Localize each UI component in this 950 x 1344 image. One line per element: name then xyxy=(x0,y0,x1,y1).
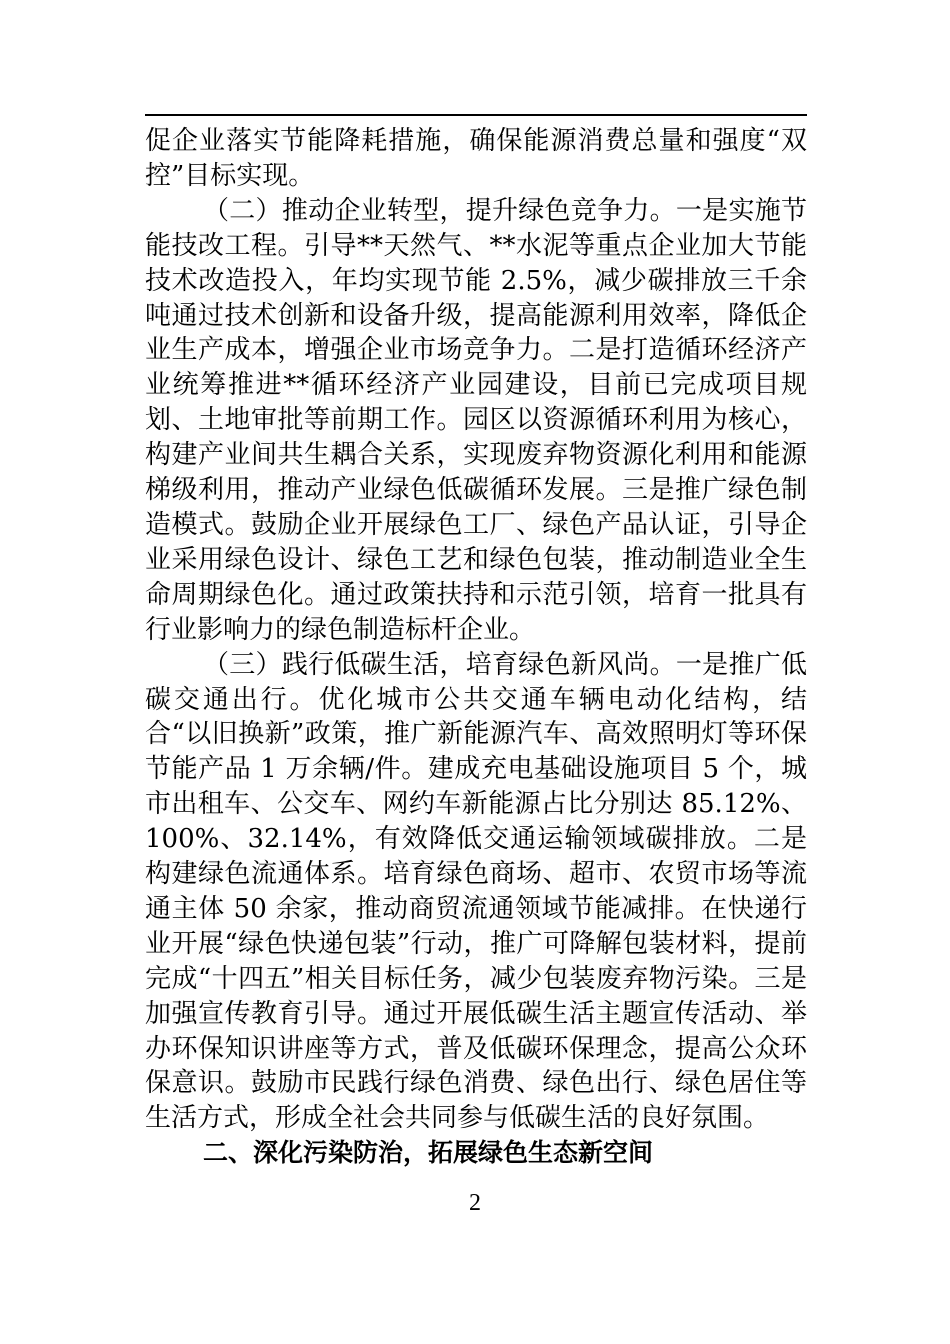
section-heading: 二、深化污染防治，拓展绿色生态新空间 xyxy=(203,1138,654,1168)
header-rule xyxy=(145,114,807,116)
paragraph-continuation: 促企业落实节能降耗措施，确保能源消费总量和强度“双控”目标实现。 xyxy=(145,126,807,191)
paragraph-low-carbon-living: （三）践行低碳生活，培育绿色新风尚。一是推广低碳交通出行。优化城市公共交通车辆电动化结构，结合“以旧换新”政策，推广新能源汽车、高效照明灯等环保节能产品 1 万余辆/件。建成充电基础设施项目 5 个，城市出租车、公交车、网约车新能源占比分别达 85.12%、100%、32.14%，有效降低交通运输领域碳排放。二是构建绿色流通体系。培育绿色商场、超市、农贸市场等流通主体 50 余家，推动商贸流通领域节能减排。在快递行业开展“绿色快递包装”行动，推广可降解包装材料，提前完成“十四五”相关目标任务，减少包装废弃物污染。三是加强宣传教育引导。通过开展低碳生活主题宣传活动、举办环保知识讲座等方式，普及低碳环保理念，提高公众环保意识。鼓励市民践行绿色消费、绿色出行、绿色居住等生活方式，形成全社会共同参与低碳生活的良好氛围。 xyxy=(145,649,807,1134)
body-text xyxy=(145,124,807,1171)
paragraph-enterprise-transformation: （二）推动企业转型，提升绿色竞争力。一是实施节能技改工程。引导**天然气、**水泥等重点企业加大节能技术改造投入，年均实现节能 2.5%，减少碳排放三千余吨通过技术创新和设备升级，提高能源利用效率，降低企业生产成本，增强企业市场竞争力。二是打造循环经济产业统筹推进**循环经济产业园建设，目前已完成项目规划、土地审批等前期工作。园区以资源循环利用为核心，构建产业间共生耦合关系，实现废弃物资源化利用和能源梯级利用，推动产业绿色低碳循环发展。三是推广绿色制造模式。鼓励企业开展绿色工厂、绿色产品认证，引导企业采用绿色设计、绿色工艺和绿色包装，推动制造业全生命周期绿色化。通过政策扶持和示范引领，培育一批具有行业影响力的绿色制造标杆企业。 xyxy=(145,195,807,645)
page-number: 2 xyxy=(469,1190,481,1216)
